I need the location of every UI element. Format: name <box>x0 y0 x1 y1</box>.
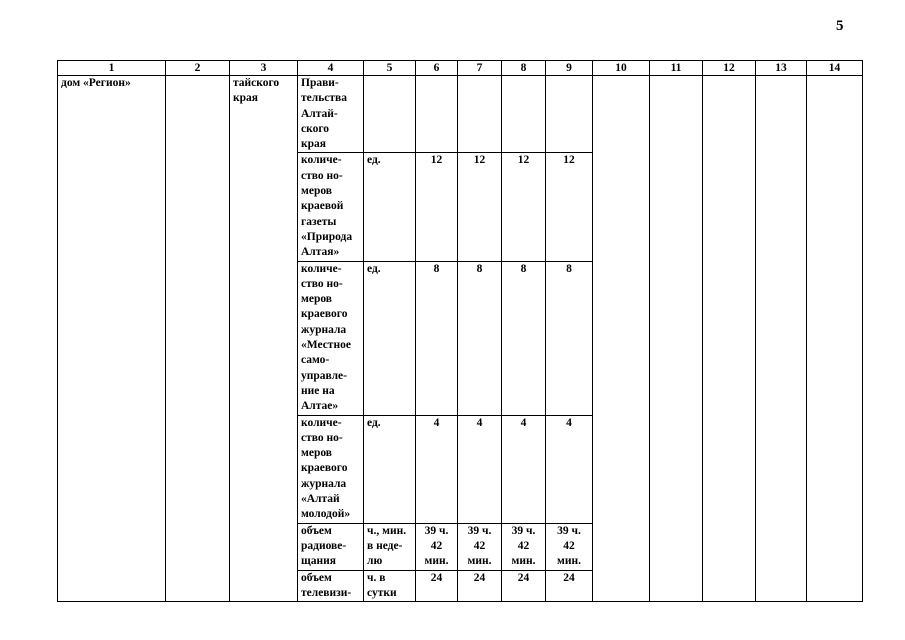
value-cell: 24 <box>546 570 593 602</box>
col-header-10: 10 <box>593 61 650 76</box>
value-cell: 4 <box>502 415 546 523</box>
value-cell <box>502 76 546 153</box>
value-cell: 24 <box>502 570 546 602</box>
unit-cell: ед. <box>364 415 416 523</box>
col10-cell <box>593 76 650 602</box>
organization-cell: дом «Регион» <box>58 76 166 602</box>
indicator-cell: количе- ство но- меров краевого журнала «Местное само- управле- ние на Алтае» <box>298 261 364 415</box>
indicator-cell: количе- ство но- меров краевого журнала «Алтай молодой» <box>298 415 364 523</box>
value-cell <box>458 76 502 153</box>
value-cell: 24 <box>458 570 502 602</box>
col-header-6: 6 <box>416 61 458 76</box>
value-cell <box>416 76 458 153</box>
value-cell: 39 ч. 42 мин. <box>458 523 502 570</box>
col-header-11: 11 <box>650 61 703 76</box>
col-header-13: 13 <box>756 61 807 76</box>
col-header-1: 1 <box>58 61 166 76</box>
value-cell: 4 <box>416 415 458 523</box>
value-cell: 8 <box>502 261 546 415</box>
value-cell: 12 <box>416 153 458 261</box>
col-header-14: 14 <box>807 61 863 76</box>
page-number: 5 <box>836 18 844 34</box>
value-cell: 39 ч. 42 мин. <box>416 523 458 570</box>
responsible-cell: тайского края <box>230 76 298 602</box>
indicator-cell: объем радиове- щания <box>298 523 364 570</box>
col-header-12: 12 <box>703 61 756 76</box>
col2-cell <box>166 76 230 602</box>
indicator-cell: количе- ство но- меров краевой газеты «Природа Алтая» <box>298 153 364 261</box>
col-header-9: 9 <box>546 61 593 76</box>
col12-cell <box>703 76 756 602</box>
col-header-5: 5 <box>364 61 416 76</box>
col11-cell <box>650 76 703 602</box>
col-header-2: 2 <box>166 61 230 76</box>
value-cell: 24 <box>416 570 458 602</box>
header-row <box>58 61 863 76</box>
col-header-7: 7 <box>458 61 502 76</box>
col13-cell <box>756 76 807 602</box>
unit-cell: ч., мин. в неде- лю <box>364 523 416 570</box>
unit-cell: ч. в сутки <box>364 570 416 602</box>
value-cell: 12 <box>458 153 502 261</box>
unit-cell <box>364 76 416 153</box>
col-header-3: 3 <box>230 61 298 76</box>
value-cell: 8 <box>416 261 458 415</box>
value-cell: 8 <box>546 261 593 415</box>
value-cell: 12 <box>502 153 546 261</box>
col-header-8: 8 <box>502 61 546 76</box>
indicator-cell: Прави- тельства Алтай- ского края <box>298 76 364 153</box>
col14-cell <box>807 76 863 602</box>
value-cell: 39 ч. 42 мин. <box>546 523 593 570</box>
value-cell: 4 <box>458 415 502 523</box>
value-cell: 12 <box>546 153 593 261</box>
document-table <box>57 60 863 602</box>
value-cell: 8 <box>458 261 502 415</box>
value-cell: 39 ч. 42 мин. <box>502 523 546 570</box>
value-cell <box>546 76 593 153</box>
indicator-cell: объем телевизи- <box>298 570 364 602</box>
table-row <box>58 76 863 153</box>
unit-cell: ед. <box>364 261 416 415</box>
value-cell: 4 <box>546 415 593 523</box>
col-header-4: 4 <box>298 61 364 76</box>
unit-cell: ед. <box>364 153 416 261</box>
